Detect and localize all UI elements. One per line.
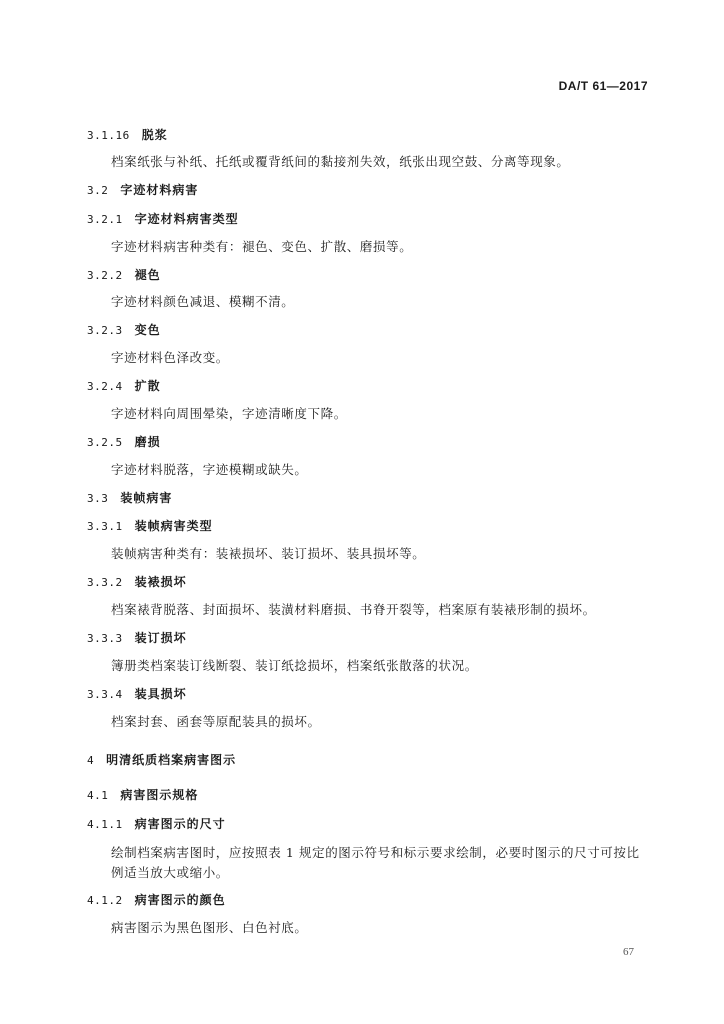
section-paragraph-4-1-1: 绘制档案病害图时，应按照表 1 规定的图示符号和标示要求绘制，必要时图示的尺寸可按比例适当放大或缩小。: [111, 845, 640, 880]
section-paragraph-3-3-4: 档案封套、函套等原配装具的损坏。: [111, 714, 321, 729]
section-number: 4: [87, 754, 95, 767]
section-heading-3-2-5: [87, 434, 161, 451]
section-paragraph-3-3-1: 装帧病害种类有：装裱损坏、装订损坏、装具损坏等。: [111, 546, 426, 561]
section-number: 3.3.2: [87, 576, 123, 589]
section-title: 装订损坏: [134, 631, 187, 645]
section-title: 字迹材料病害: [120, 183, 199, 197]
section-number: 3.3.1: [87, 520, 123, 533]
section-paragraph-3-3-3: 簿册类档案装订线断裂、装订纸捻损坏，档案纸张散落的状况。: [111, 658, 478, 673]
section-title: 脱浆: [141, 128, 168, 142]
section-number: 3.2.5: [87, 436, 123, 449]
section-paragraph-3-2-2: 字迹材料颜色减退、模糊不清。: [111, 294, 295, 309]
section-number: 3.2.1: [87, 213, 123, 226]
section-paragraph-3-2-3: 字迹材料色泽改变。: [111, 350, 229, 365]
section-heading-4-1: [87, 787, 198, 804]
section-heading-3-3-1: [87, 518, 213, 535]
section-title: 字迹材料病害类型: [134, 212, 239, 226]
section-heading-3-2: [87, 182, 198, 199]
section-title: 磨损: [134, 435, 161, 449]
section-title: 病害图示的尺寸: [134, 817, 226, 831]
standard-code: DA/T 61—2017: [558, 79, 648, 93]
section-heading-4-1-1: [87, 816, 226, 833]
section-number: 4.1.1: [87, 818, 123, 831]
section-paragraph-3-2-1: 字迹材料病害种类有：褪色、变色、扩散、磨损等。: [111, 239, 413, 254]
section-number: 3.2: [87, 184, 109, 197]
section-heading-3-3-4: [87, 686, 187, 703]
section-paragraph-3-2-5: 字迹材料脱落，字迹模糊或缺失。: [111, 462, 308, 477]
section-number: 3.1.16: [87, 129, 130, 142]
section-heading-4-1-2: [87, 892, 226, 909]
section-number: 3.2.2: [87, 269, 123, 282]
section-paragraph-3-2-4: 字迹材料向周围晕染，字迹清晰度下降。: [111, 406, 347, 421]
chapter-heading-4: [87, 752, 236, 769]
section-title: 褪色: [134, 268, 161, 282]
section-number: 3.2.4: [87, 380, 123, 393]
section-number: 3.2.3: [87, 324, 123, 337]
section-heading-3-2-3: [87, 322, 161, 339]
section-title: 变色: [134, 323, 161, 337]
section-number: 3.3: [87, 492, 109, 505]
section-title: 病害图示的颜色: [134, 893, 226, 907]
section-heading-3-2-4: [87, 378, 161, 395]
section-title: 装帧病害: [120, 491, 173, 505]
section-paragraph-4-1-2: 病害图示为黑色图形、白色衬底。: [111, 920, 308, 935]
section-paragraph-3-1-16: 档案纸张与补纸、托纸或覆背纸间的黏接剂失效，纸张出现空鼓、分离等现象。: [111, 154, 570, 169]
section-title: 病害图示规格: [120, 788, 199, 802]
section-number: 4.1: [87, 789, 109, 802]
section-heading-3-1-16: [87, 127, 168, 144]
section-paragraph-3-3-2: 档案裱背脱落、封面损坏、装潢材料磨损、书脊开裂等，档案原有装裱形制的损坏。: [111, 602, 596, 617]
section-heading-3-2-1: [87, 211, 239, 228]
section-title: 装具损坏: [134, 687, 187, 701]
section-title: 明清纸质档案病害图示: [106, 753, 237, 767]
section-title: 扩散: [134, 379, 161, 393]
section-heading-3-2-2: [87, 267, 161, 284]
section-heading-3-3: [87, 490, 172, 507]
page-number: 67: [623, 946, 634, 958]
section-title: 装帧病害类型: [134, 519, 213, 533]
section-heading-3-3-2: [87, 574, 187, 591]
section-title: 装裱损坏: [134, 575, 187, 589]
section-number: 3.3.4: [87, 688, 123, 701]
section-number: 4.1.2: [87, 894, 123, 907]
section-number: 3.3.3: [87, 632, 123, 645]
section-heading-3-3-3: [87, 630, 187, 647]
